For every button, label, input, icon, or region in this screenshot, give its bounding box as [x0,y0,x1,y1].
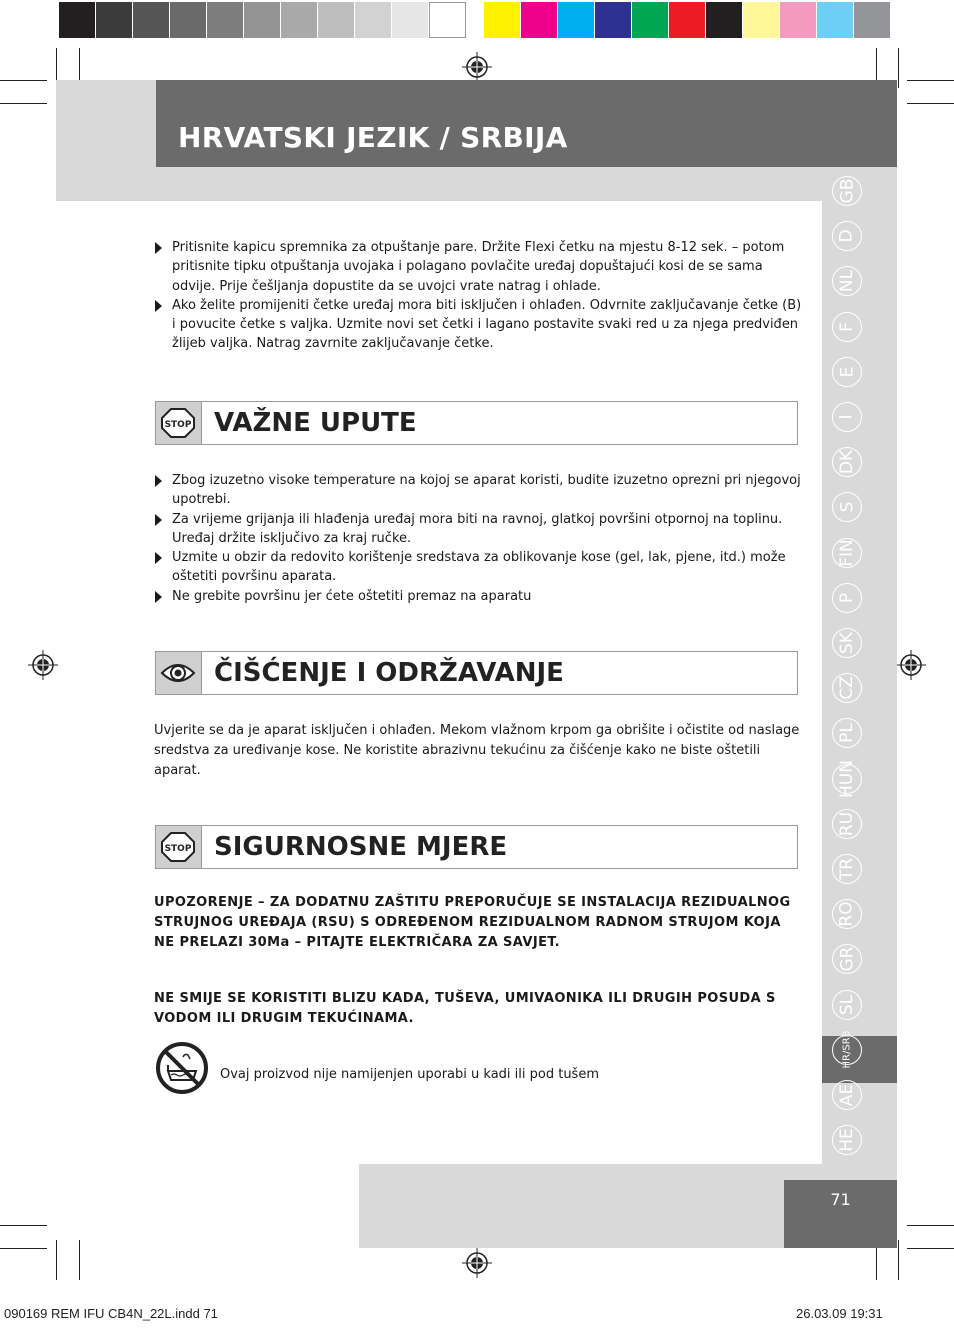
language-strip [822,168,897,1164]
color-swatch [743,2,780,38]
bullet-item [154,471,802,510]
language-tab-e[interactable] [832,357,862,387]
language-code: PL [836,723,857,744]
language-code: E [837,366,857,378]
language-tab-dk[interactable] [832,447,862,477]
language-code: SK [836,632,857,654]
language-code: GR [837,946,857,972]
bullet-text: Zbog izuzetno visoke temperature na kojoj se aparat koristi, budite izuzetno oprezni pri njegovoj upotrebi. [172,473,801,508]
svg-text:STOP: STOP [164,420,192,430]
bullet-item [154,587,802,606]
language-tab-d[interactable] [832,221,862,251]
bullet-arrow-icon [155,300,162,312]
crop-mark [0,103,47,104]
language-code: GB [837,178,857,204]
page-title: HRVATSKI JEZIK / SRBIJA [178,121,568,154]
section-icon-box [156,826,202,868]
bullet-item [154,296,802,354]
registration-mark-icon [462,1248,492,1278]
color-swatch [96,2,133,38]
language-code: I [836,414,857,420]
grayscale-calibration-bar [59,2,466,38]
color-swatch [706,2,743,38]
color-swatch [632,2,669,38]
bath-warning-note: Ovaj proizvod nije namijenjen uporabi u kadi ili pod tušem [220,1067,599,1082]
bullet-item [154,238,802,296]
bullet-arrow-icon [155,552,162,564]
water-warning: NE SMIJE SE KORISTITI BLIZU KADA, TUŠEVA, UMIVAONIKA ILI DRUGIH POSUDA S VODOM ILI DRUGIM TEKUĆINAMA. [154,991,776,1026]
section-header-safety [155,825,798,869]
crop-mark [0,1225,47,1226]
color-swatch [244,2,281,38]
color-swatch [669,2,706,38]
language-tab-hun[interactable] [832,759,862,798]
registration-mark-icon [462,52,492,82]
bullet-item [154,510,802,549]
bullet-text: Ne grebite površinu jer ćete oštetiti premaz na aparatu [172,588,532,604]
color-swatch [355,2,392,38]
language-code: HE [837,1128,857,1152]
crop-mark [0,1248,47,1249]
language-tab-sl[interactable] [832,990,862,1020]
bullet-arrow-icon [155,475,162,487]
language-code: D [837,229,857,243]
color-swatch [170,2,207,38]
bullet-arrow-icon [155,514,162,526]
language-tab-he[interactable] [832,1125,862,1155]
crop-mark [0,80,47,81]
section-icon-box [156,402,202,444]
language-tab-cz[interactable] [832,673,862,703]
color-swatch [780,2,817,38]
svg-text:STOP: STOP [164,844,192,854]
language-code: NL [836,270,857,293]
registration-mark-icon [896,650,926,680]
language-code: HUN [837,759,858,798]
cleaning-text: Uvjerite se da je aparat isključen i ohlađen. Mekom vlažnom krpom ga obrišite i očistite od naslage sredstva za uređivanje kose. Ne koristite abrazivnu tekućinu za čišćenje kako ne biste oštetili aparat. [154,723,800,778]
print-slug-left: 090169 REM IFU CB4N_22L.indd 71 [4,1306,218,1321]
color-swatch [854,2,891,38]
language-tab-ro[interactable] [832,899,862,929]
crop-mark [79,1240,80,1280]
crop-mark [56,1240,57,1280]
language-tab-sk[interactable] [832,628,862,658]
stop-icon [161,832,195,862]
color-swatch [429,2,466,38]
language-tab-hr-srb[interactable] [832,1030,862,1069]
stop-icon [161,408,195,438]
language-code: HR/SRB [841,1030,853,1069]
language-code: F [837,321,857,332]
section-header-important [155,401,798,445]
section-title: SIGURNOSNE MJERE [214,832,508,862]
language-code: SL [836,994,857,1015]
color-swatch [558,2,595,38]
bullet-text: Ako želite promijeniti četke uređaj mora biti isključen i ohlađen. Odvrnite zaključavanje četke (B) i povucite četke s valjka. Uzmite novi set četki i lagano postavite svaki red u za njega predviđen žlijeb valjka. Natrag zavrnite zaključavanje četke. [172,297,802,352]
registration-mark-icon [28,650,58,680]
color-swatch [59,2,96,38]
bullet-text: Uzmite u obzir da redovito korištenje sredstava za oblikovanje kose (gel, lak, pjene, itd.) može oštetiti površinu aparata. [172,550,786,585]
color-swatch [133,2,170,38]
language-code: FIN [836,538,857,567]
no-bath-icon [155,1041,209,1095]
important-instructions [154,471,802,606]
color-swatch [207,2,244,38]
color-swatch [484,2,521,38]
crop-mark [907,1248,954,1249]
language-tab-fin[interactable] [832,538,862,568]
color-swatch [595,2,632,38]
color-swatch [392,2,429,38]
language-tab-tr[interactable] [832,854,862,884]
crop-mark [898,1240,899,1280]
language-code: S [836,501,857,513]
language-tab-gb[interactable] [832,176,862,206]
color-calibration-bar [484,2,891,38]
language-tab-ru[interactable] [832,809,862,839]
section-title: VAŽNE UPUTE [214,408,417,438]
color-swatch [817,2,854,38]
section-title: ČIŠĆENJE I ODRŽAVANJE [214,658,564,688]
bullet-text: Pritisnite kapicu spremnika za otpuštanje pare. Držite Flexi četku na mjestu 8-12 sek. – potom pritisnite tipku otpuštanja uvojaka i polagano povlačite uređaj dopuštajući kosi de se sama odvije. Prije češljanja dopustite da se uvojci vrate natrag i ohlade. [172,240,785,294]
language-code: TR [836,857,857,881]
language-code: CZ [837,676,857,700]
crop-mark [907,103,954,104]
language-tab-f[interactable] [832,312,862,342]
language-code: DK [837,450,857,475]
color-swatch [281,2,318,38]
color-swatch [521,2,558,38]
language-code: RU [836,811,857,836]
eye-icon [160,660,196,686]
crop-mark [898,48,899,88]
color-swatch [318,2,355,38]
bullet-arrow-icon [155,242,162,254]
language-code: P [836,592,857,603]
language-tab-i[interactable] [832,402,862,432]
crop-mark [907,80,954,81]
section-icon-box [156,652,202,694]
print-slug-right: 26.03.09 19:31 [796,1306,883,1321]
intro-instructions [154,238,802,354]
bullet-arrow-icon [155,591,162,603]
crop-mark [907,1225,954,1226]
page-number: 71 [784,1180,897,1248]
language-tab-ae[interactable] [832,1080,862,1110]
language-tab-p[interactable] [832,583,862,613]
language-code: RO [836,901,857,927]
language-code: AE [837,1083,857,1107]
rcd-warning: UPOZORENJE – ZA DODATNU ZAŠTITU PREPORUČUJE SE INSTALACIJA REZIDUALNOG STRUJNOG UREĐAJA (RSU) S ODREĐENOM REZIDUALNOM RADNOM STRUJOM KOJA NE PRELAZI 30Ma – PITAJTE ELEKTRIČARA ZA SAVJET. [154,895,791,950]
bullet-item [154,548,802,587]
section-header-cleaning [155,651,798,695]
bullet-text: Za vrijeme grijanja ili hlađenja uređaj mora biti na ravnoj, glatkoj površini otpornoj na toplinu. Uređaj držite isključivo za kraj ručke. [172,511,783,546]
